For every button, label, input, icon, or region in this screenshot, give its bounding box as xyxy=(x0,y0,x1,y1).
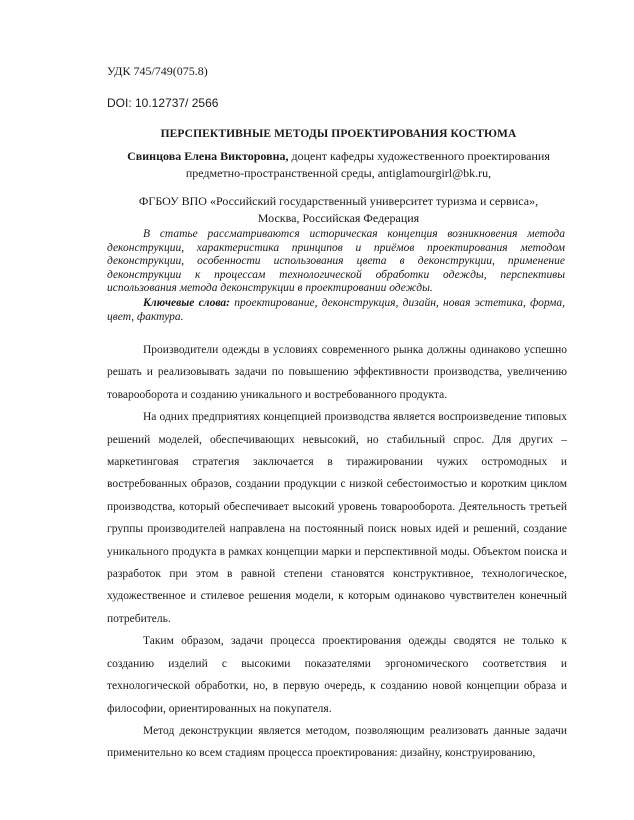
organization-block xyxy=(107,193,570,227)
udk-code: УДК 745/749(075.8) xyxy=(107,64,208,78)
body-paragraph: На одних предприятиях концепцией производства является воспроизведение типовых решений моделей, обеспечивающих невысокий, но стабильный спрос. Для других – маркетинговая стратегия заключается в тиражировании чужих остромодных и востребованных образов, создании продукции с низкой себестоимостью и коротким циклом производства, который обеспечивает высокий уровень товарооборота. Деятельность третьей группы производителей направлена на постоянный поиск новых идей и решений, создание уникального продукта в рамках концепции марки и перспективной моды. Объектом поиска и разработок при этом в равной степени становятся конструктивное, технологическое, художественное и стилевое решения модели, к которым одинаково чувствителен конечный потребитель. xyxy=(107,411,567,625)
keywords-text: проектирование, деконструкция, дизайн, новая эстетика, форма, цвет, фактура. xyxy=(107,297,565,323)
article-title: ПЕРСПЕКТИВНЫЕ МЕТОДЫ ПРОЕКТИРОВАНИЯ КОСТЮМА xyxy=(160,128,517,140)
author-block xyxy=(107,148,570,182)
keywords xyxy=(107,296,565,324)
organization-location: Москва, Российская Федерация xyxy=(257,211,420,225)
article-body xyxy=(107,339,567,765)
abstract: В статье рассматриваются историческая концепция возникновения метода деконструкции, характеристика принципов и приёмов проектирования методом деконструкции, особенности использования цвета в деконструкции, применение деконструкции к процессам технологической обработки одежды, перспективы использования метода деконструкции в проектировании одежды. xyxy=(107,228,565,295)
author-position: доцент кафедры художественного проектирования предметно-пространственной среды, antiglamourgirl@bk.ru, xyxy=(185,149,550,180)
body-paragraph: Метод деконструкции является методом, позволяющим реализовать данные задачи применительно ко всем стадиям процесса проектирования: дизайну, конструированию, xyxy=(107,724,567,760)
keywords-label: Ключевые слова: xyxy=(143,297,230,309)
body-paragraph: Производители одежды в условиях современного рынка должны одинаково успешно решать и реализовывать задачи по повышению эффективности производства, увеличению товарооборота и созданию уникального и востребованного продукта. xyxy=(107,344,567,401)
body-paragraph: Таким образом, задачи процесса проектирования одежды сводятся не только к созданию изделий с высокими показателями эргономического соответствия и технологической обработки, но, в первую очередь, к созданию новой концепции образа и философии, ориентированных на покупателя. xyxy=(107,635,567,715)
doi: DOI: 10.12737/ 2566 xyxy=(107,96,219,110)
organization-name: ФГБОУ ВПО «Российский государственный университет туризма и сервиса», xyxy=(138,194,539,208)
author-name: Свинцова Елена Викторовна, xyxy=(127,149,289,163)
